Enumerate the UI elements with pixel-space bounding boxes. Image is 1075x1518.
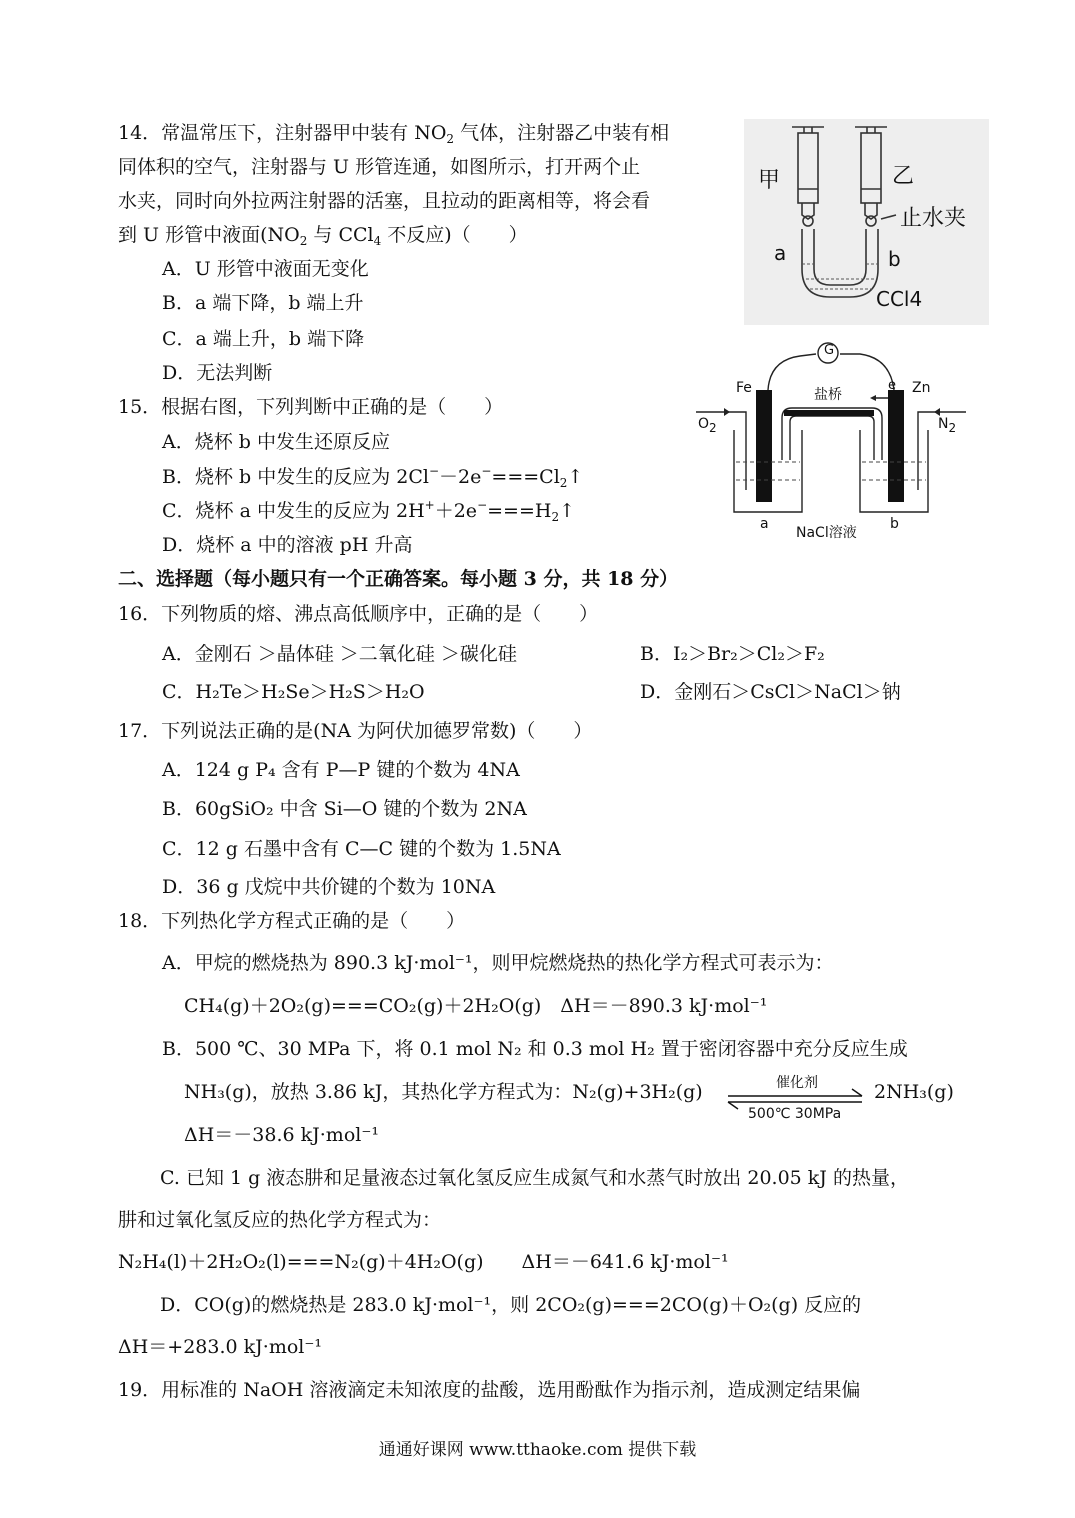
q15-stem: 15．根据右图，下列判断中正确的是（ ）	[118, 396, 504, 418]
q16-stem: 16．下列物质的熔、沸点高低顺序中，正确的是（ ）	[118, 603, 599, 625]
q18-option-b-line1: B．500 ℃、30 MPa 下，将 0.1 mol N₂ 和 0.3 mol H₂ 置于密闭容器中充分反应生成	[162, 1038, 908, 1060]
q18-option-b-line3: ΔH＝－38.6 kJ·mol⁻¹	[184, 1124, 379, 1146]
q17-stem: 17．下列说法正确的是(NA 为阿伏加德罗常数)（ ）	[118, 720, 593, 742]
catalyst-label: 催化剂	[776, 1075, 818, 1091]
q18-option-c-line2: 肼和过氧化氢反应的热化学方程式为：	[118, 1209, 442, 1231]
q14-line-1: 14．常温常压下，注射器甲中装有 $NO_2$ 气体，注射器乙中装有相	[118, 122, 670, 146]
label-zn: Zn	[912, 380, 931, 396]
q15-option-b: B．烧杯 b 中发生的反应为 $2Cl^--2e^-===Cl_2↑$	[162, 464, 584, 490]
q18-option-c-line1: C. 已知 1 g 液态肼和足量液态过氧化氢反应生成氮气和水蒸气时放出 20.05 kJ 的热量，	[160, 1167, 909, 1189]
q14-line-3: 水夹，同时向外拉两注射器的活塞，且拉动的距离相等，将会看	[118, 190, 651, 212]
q18-option-a-line1: A．甲烷的燃烧热为 890.3 kJ·mol⁻¹，则甲烷燃烧热的热化学方程式可表示为：	[162, 952, 834, 974]
q19-stem: 19．用标准的 NaOH 溶液滴定未知浓度的盐酸，选用酚酞作为指示剂，造成测定结果偏	[118, 1379, 861, 1401]
label-ccl4: CCl4	[876, 287, 923, 311]
q17-option-a: A．124 g P₄ 含有 P—P 键的个数为 4NA	[162, 759, 520, 781]
q18-option-b-line2: NH₃(g)，放热 3.86 kJ，其热化学方程式为：N₂(g)+3H₂(g)	[184, 1081, 703, 1103]
q17-option-d: D．36 g 戊烷中共价键的个数为 10NA	[162, 876, 496, 898]
label-fe: Fe	[736, 380, 752, 396]
q16-option-b: B．I₂＞Br₂＞Cl₂＞F₂	[640, 643, 825, 665]
q18-option-b-product: 2NH₃(g)	[874, 1081, 954, 1103]
label-jia: 甲	[758, 168, 781, 193]
galvanic-cell-diagram	[690, 340, 970, 540]
label-nacl: NaCl溶液	[796, 525, 857, 541]
condition-label: 500℃ 30MPa	[748, 1106, 842, 1122]
q14-option-b: B．a 端下降，b 端上升	[162, 292, 364, 314]
q18-option-d-line1: D．CO(g)的燃烧热是 283.0 kJ·mol⁻¹，则 2CO₂(g)===2CO(g)＋O₂(g) 反应的	[160, 1294, 862, 1316]
galvanometer-g: G	[824, 343, 835, 358]
q14-line-4: 到 U 形管中液面($NO_2$ 与 CCl$_4$ 不反应)（ ）	[118, 224, 528, 248]
q18-option-c-line3: N₂H₄(l)＋2H₂O₂(l)===N₂(g)＋4H₂O(g) ΔH＝－641.6 kJ·mol⁻¹	[118, 1251, 729, 1273]
reversible-arrow	[726, 1072, 866, 1128]
q16-option-c: C．H₂Te＞H₂Se＞H₂S＞H₂O	[162, 681, 425, 703]
section-heading: 二、选择题（每小题只有一个正确答案。每小题 3 分，共 18 分）	[118, 568, 679, 590]
q14-option-c: C．a 端上升，b 端下降	[162, 328, 365, 350]
q14-option-d: D．无法判断	[162, 362, 273, 384]
syringe-u-tube-figure	[744, 119, 989, 325]
q17-option-c: C．12 g 石墨中含有 C—C 键的个数为 1.5NA	[162, 838, 561, 860]
label-a-end: a	[774, 241, 787, 265]
q16-option-d: D．金刚石＞CsCl＞NaCl＞钠	[640, 681, 901, 703]
q14-line-2: 同体积的空气，注射器与 U 形管连通，如图所示，打开两个止	[118, 156, 641, 178]
q18-option-d-line2: ΔH＝+283.0 kJ·mol⁻¹	[118, 1336, 322, 1358]
page-footer: 通通好课网 www.tthaoke.com 提供下载	[378, 1440, 697, 1460]
label-b-end: b	[888, 247, 901, 271]
label-o2: $O_2$	[698, 416, 717, 435]
q15-option-c: C．烧杯 a 中发生的反应为 $2H^++2e^-===H_2↑$	[162, 498, 576, 524]
q17-option-b: B．60gSiO₂ 中含 Si—O 键的个数为 2NA	[162, 798, 527, 820]
galvanic-cell-figure	[690, 340, 970, 540]
label-electron: e	[888, 378, 896, 393]
label-yi: 乙	[892, 164, 915, 189]
label-clip: 止水夹	[900, 206, 967, 231]
label-beaker-b: b	[890, 516, 899, 532]
label-salt-bridge: 盐桥	[814, 387, 842, 403]
q14-option-a: A．U 形管中液面无变化	[162, 258, 369, 280]
q16-option-a: A．金刚石 ＞晶体硅 ＞二氧化硅 ＞碳化硅	[162, 643, 517, 665]
q18-option-a-equation: CH₄(g)＋2O₂(g)===CO₂(g)＋2H₂O(g) ΔH＝－890.3 kJ·mol⁻¹	[184, 995, 768, 1017]
q18-stem: 18．下列热化学方程式正确的是（ ）	[118, 910, 466, 932]
label-beaker-a: a	[760, 516, 769, 532]
label-n2: $N_2$	[938, 416, 957, 435]
q15-option-d: D．烧杯 a 中的溶液 pH 升高	[162, 534, 413, 556]
q15-option-a: A．烧杯 b 中发生还原反应	[162, 431, 390, 453]
